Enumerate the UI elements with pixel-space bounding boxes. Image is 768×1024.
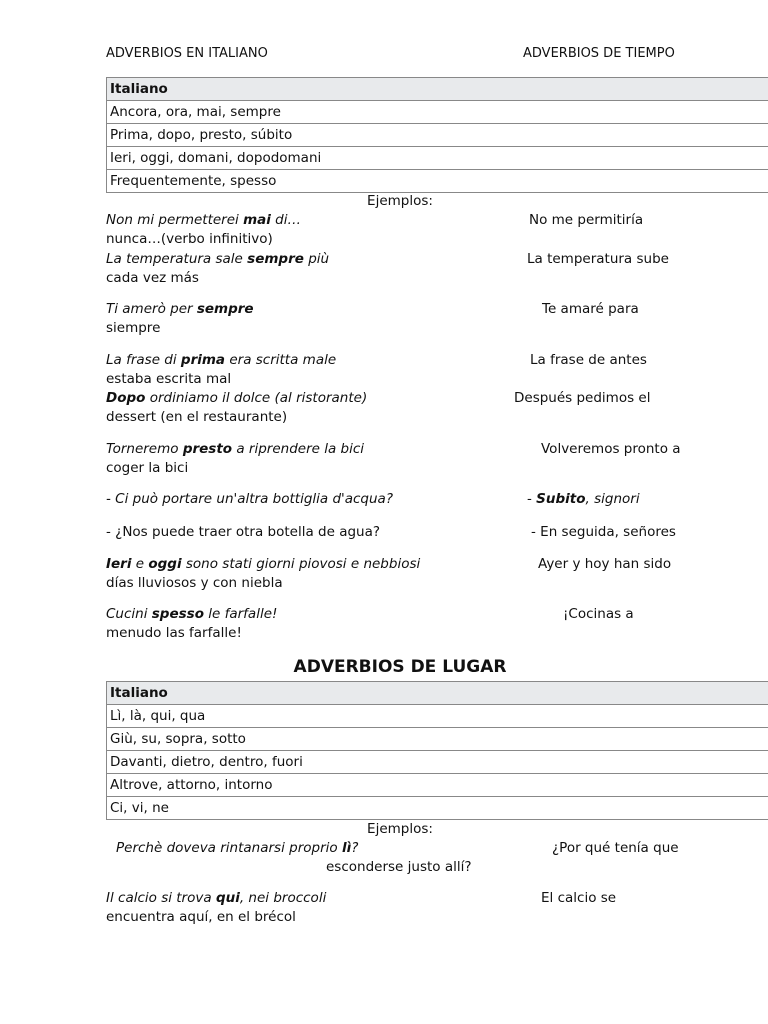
example-italian bbox=[116, 840, 358, 856]
tiempo-table bbox=[106, 77, 768, 193]
example-spanish: Te amaré para bbox=[542, 301, 639, 317]
example-italian bbox=[106, 352, 336, 368]
example-spanish: Después pedimos el bbox=[514, 390, 651, 406]
text-segment: e bbox=[131, 556, 149, 572]
example-continuation: dessert (en el restaurante) bbox=[106, 409, 288, 425]
example-continuation: cada vez más bbox=[106, 270, 199, 286]
table-row: Lì, là, qui, qua bbox=[107, 705, 768, 728]
table-row: Davanti, dietro, dentro, fuori bbox=[107, 751, 768, 774]
text-segment: , signori bbox=[585, 491, 640, 507]
lugar-table-header: Italiano bbox=[107, 682, 768, 705]
text-segment: sempre bbox=[196, 301, 254, 317]
text-segment: La temperatura sale bbox=[106, 251, 248, 267]
text-segment: qui bbox=[215, 890, 240, 906]
text-segment: sempre bbox=[247, 251, 304, 267]
example-spanish: La temperatura sube bbox=[527, 251, 669, 267]
lugar-ejemplos-label: Ejemplos: bbox=[367, 821, 433, 837]
example-spanish: Ayer y hoy han sido bbox=[538, 556, 672, 572]
text-segment: a riprendere la bici bbox=[232, 441, 365, 457]
example-italian bbox=[106, 556, 420, 572]
example-spanish: - En seguida, señores bbox=[531, 524, 676, 540]
text-segment: mai bbox=[243, 212, 271, 228]
example-spanish: ¿Por qué tenía que bbox=[552, 840, 679, 856]
text-segment: le farfalle! bbox=[203, 606, 278, 622]
example-spanish: ¡Cocinas a bbox=[563, 606, 634, 622]
text-segment: sono stati giorni piovosi e nebbiosi bbox=[181, 556, 421, 572]
text-segment: Perchè doveva rintanarsi proprio bbox=[116, 840, 342, 856]
text-segment: Ti amerò per bbox=[106, 301, 197, 317]
text-segment: Torneremo bbox=[106, 441, 183, 457]
example-continuation: menudo las farfalle! bbox=[106, 625, 242, 641]
table-row: Altrove, attorno, intorno bbox=[107, 774, 768, 797]
example-spanish bbox=[527, 491, 640, 507]
table-row: Ancora, ora, mai, sempre bbox=[107, 101, 768, 124]
example-continuation: coger la bici bbox=[106, 460, 189, 476]
example-italian bbox=[106, 212, 301, 228]
text-segment: Non mi permetterei bbox=[106, 212, 244, 228]
text-segment: prima bbox=[180, 352, 226, 368]
text-segment: La frase di bbox=[106, 352, 181, 368]
lugar-table bbox=[106, 681, 768, 820]
example-continuation: siempre bbox=[106, 320, 161, 336]
text-segment: ordiniamo il dolce (al ristorante) bbox=[145, 390, 368, 406]
example-italian bbox=[106, 441, 364, 457]
example-spanish: No me permitiría bbox=[529, 212, 644, 228]
example-italian bbox=[106, 890, 326, 906]
tiempo-table-header: Italiano bbox=[107, 78, 768, 101]
text-segment: - ¿Nos puede traer otra botella de agua? bbox=[106, 524, 381, 540]
example-continuation: días lluviosos y con niebla bbox=[106, 575, 283, 591]
table-row: Prima, dopo, presto, súbito bbox=[107, 124, 768, 147]
doc-header-right: ADVERBIOS DE TIEMPO bbox=[523, 46, 675, 61]
text-segment: presto bbox=[182, 441, 233, 457]
text-segment: - Ci può portare un'altra bottiglia d'acqua? bbox=[106, 491, 393, 507]
lugar-title: ADVERBIOS DE LUGAR bbox=[293, 657, 507, 677]
example-italian bbox=[106, 390, 367, 406]
text-segment: Cucini bbox=[106, 606, 152, 622]
table-row: Frequentemente, spesso bbox=[107, 170, 768, 193]
example-italian bbox=[106, 524, 380, 540]
example-continuation: estaba escrita mal bbox=[106, 371, 232, 387]
example-continuation: encuentra aquí, en el brécol bbox=[106, 909, 296, 925]
text-segment: lì bbox=[341, 840, 352, 856]
tiempo-ejemplos-label: Ejemplos: bbox=[367, 193, 433, 209]
example-continuation: nunca…(verbo infinitivo) bbox=[106, 231, 273, 247]
text-segment: era scritta male bbox=[225, 352, 337, 368]
text-segment: Il calcio si trova bbox=[106, 890, 216, 906]
example-spanish: El calcio se bbox=[541, 890, 617, 906]
text-segment: di… bbox=[270, 212, 302, 228]
text-segment: - bbox=[527, 491, 537, 507]
example-italian bbox=[106, 606, 277, 622]
text-segment: Ieri bbox=[106, 556, 132, 572]
example-italian bbox=[106, 251, 329, 267]
table-row: Ci, vi, ne bbox=[107, 797, 768, 820]
example-spanish: La frase de antes bbox=[530, 352, 647, 368]
text-segment: spesso bbox=[151, 606, 204, 622]
example-italian bbox=[106, 301, 254, 317]
table-row: Ieri, oggi, domani, dopodomani bbox=[107, 147, 768, 170]
text-segment: Subito bbox=[536, 491, 586, 507]
example-spanish: Volveremos pronto a bbox=[541, 441, 681, 457]
text-segment: Dopo bbox=[106, 390, 146, 406]
text-segment: più bbox=[303, 251, 330, 267]
text-segment: oggi bbox=[148, 556, 182, 572]
example-continuation: esconderse justo allí? bbox=[326, 859, 472, 875]
text-segment: ? bbox=[351, 840, 359, 856]
example-italian bbox=[106, 491, 393, 507]
doc-header-left: ADVERBIOS EN ITALIANO bbox=[106, 46, 268, 61]
table-row: Giù, su, sopra, sotto bbox=[107, 728, 768, 751]
text-segment: , nei broccoli bbox=[239, 890, 327, 906]
